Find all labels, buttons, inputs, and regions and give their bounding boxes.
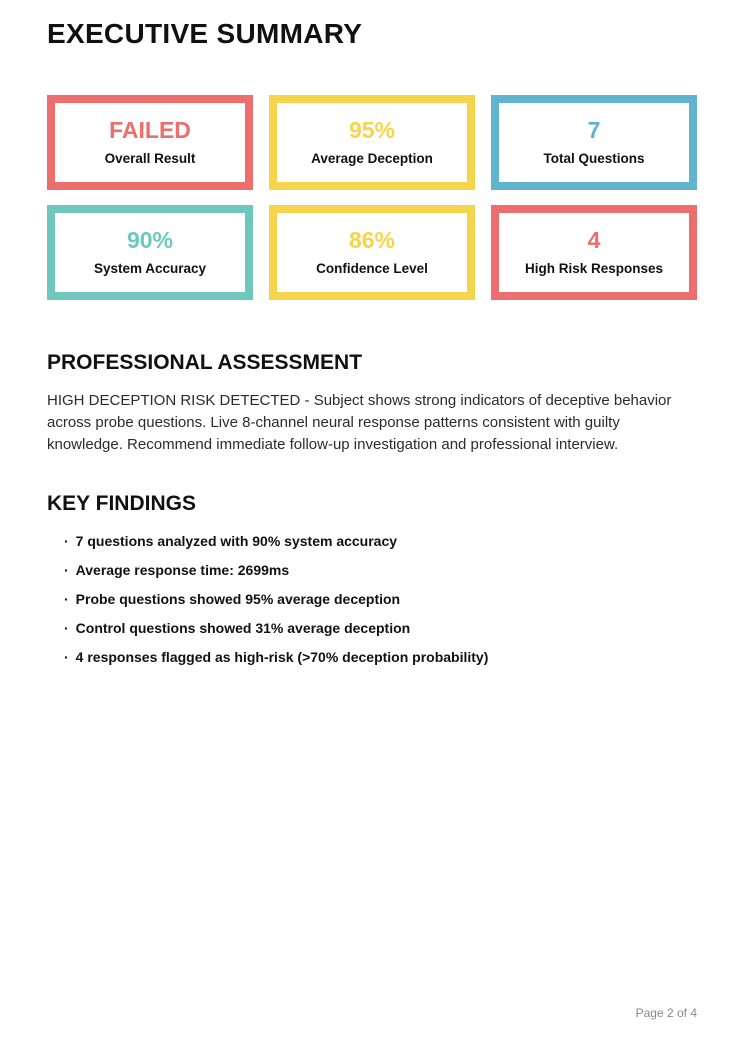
- page-number: Page 2 of 4: [635, 1006, 697, 1020]
- stat-value: 7: [587, 117, 601, 144]
- finding-item: [64, 592, 697, 606]
- bullet-icon: ·: [64, 591, 69, 607]
- finding-item: [64, 563, 697, 577]
- assessment-heading: PROFESSIONAL ASSESSMENT: [47, 351, 363, 374]
- stat-card-average-deception: [269, 95, 475, 190]
- finding-text: Average response time: 2699ms: [75, 562, 290, 578]
- assessment-paragraph: HIGH DECEPTION RISK DETECTED - Subject shows strong indicators of deceptive behavior across probe questions. Live 8-channel neural response patterns consistent with guilty knowledge. Recommend immediate follow-up investigation and professional interview.: [47, 392, 672, 453]
- stat-card-overall-result: [47, 95, 253, 190]
- bullet-icon: ·: [64, 649, 69, 665]
- finding-text: Probe questions showed 95% average deception: [75, 591, 401, 607]
- finding-text: 4 responses flagged as high-risk (>70% deception probability): [75, 649, 489, 665]
- stat-label: Confidence Level: [316, 261, 428, 277]
- finding-item: [64, 650, 697, 664]
- stat-label: Average Deception: [311, 151, 433, 167]
- bullet-icon: ·: [64, 620, 69, 636]
- stat-label: System Accuracy: [93, 261, 207, 277]
- stat-value: 4: [587, 227, 601, 254]
- stat-card-high-risk-responses: [491, 205, 697, 300]
- finding-item: [64, 621, 697, 635]
- key-findings-heading: KEY FINDINGS: [47, 492, 196, 515]
- stat-value: 95%: [348, 117, 396, 144]
- finding-text: 7 questions analyzed with 90% system accuracy: [75, 533, 398, 549]
- finding-item: [64, 534, 697, 548]
- key-findings-list: [47, 534, 697, 664]
- stat-value: 90%: [126, 227, 174, 254]
- bullet-icon: ·: [64, 533, 69, 549]
- stat-value: 86%: [348, 227, 396, 254]
- stat-value: FAILED: [109, 117, 191, 144]
- stat-label: High Risk Responses: [524, 261, 664, 277]
- stat-card-confidence-level: [269, 205, 475, 300]
- stat-label: Total Questions: [543, 151, 645, 167]
- page-title: EXECUTIVE SUMMARY: [47, 18, 363, 49]
- summary-cards-grid: [47, 95, 697, 300]
- stat-card-total-questions: [491, 95, 697, 190]
- stat-label: Overall Result: [104, 151, 196, 167]
- bullet-icon: ·: [64, 562, 69, 578]
- finding-text: Control questions showed 31% average deception: [75, 620, 411, 636]
- stat-card-system-accuracy: [47, 205, 253, 300]
